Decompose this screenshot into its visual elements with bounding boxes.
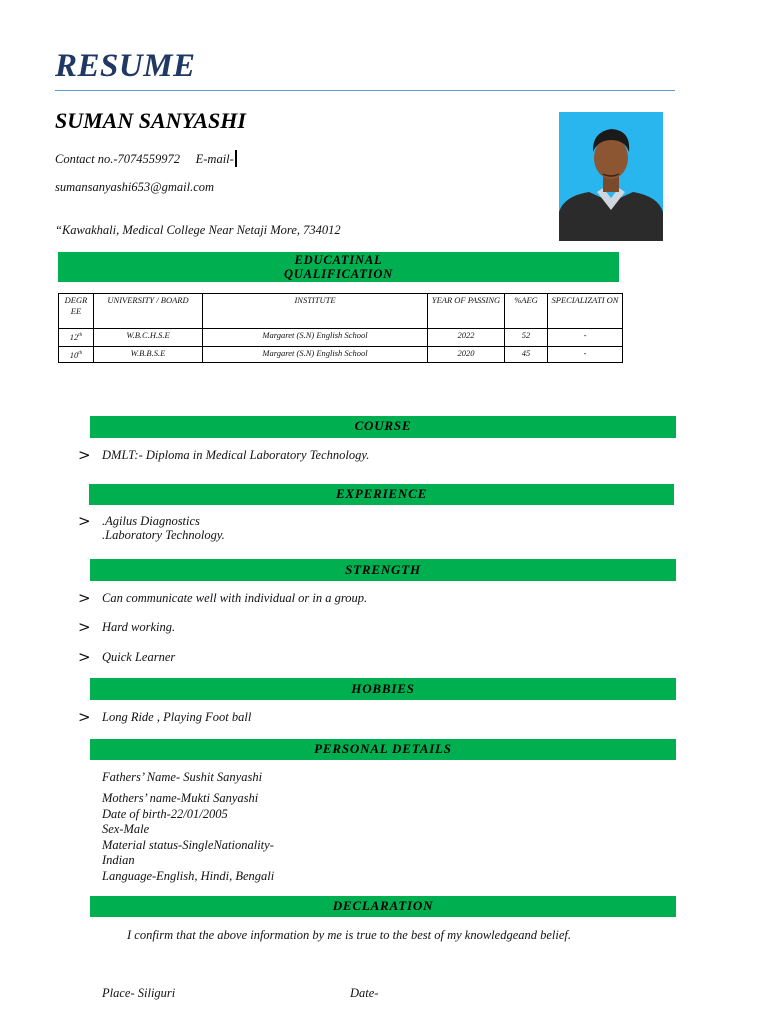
institute-cell: Margaret (S.N) English School xyxy=(203,329,428,347)
education-table xyxy=(58,293,623,363)
strength-item: Can communicate well with individual or in a group. xyxy=(102,591,368,605)
personal-details-block xyxy=(102,791,274,884)
table-row xyxy=(59,329,623,347)
course-item: DMLT:- Diploma in Medical Laboratory Technology. xyxy=(102,448,370,462)
percent-cell: 52 xyxy=(505,329,548,347)
strength-item: Hard working. xyxy=(102,620,176,634)
table-header-row xyxy=(59,294,623,329)
hobby-item: Long Ride , Playing Foot ball xyxy=(102,710,252,724)
specialization-cell: - xyxy=(548,329,623,347)
section-bar-hobbies: HOBBIES xyxy=(90,678,676,700)
percent-cell: 45 xyxy=(505,347,548,363)
education-heading-line1: EDUCATINAL xyxy=(294,253,383,267)
column-header: YEAR OF PASSING xyxy=(428,294,505,329)
section-bar-declaration: DECLARATION xyxy=(90,896,676,917)
section-bar-strength: STRENGTH xyxy=(90,559,676,581)
section-bar-experience: EXPERIENCE xyxy=(89,484,674,505)
email-address[interactable]: sumansanyashi653@gmail.com xyxy=(55,180,215,194)
bullet-arrow-icon: > xyxy=(78,446,91,464)
column-header: UNIVERSITY / BOARD xyxy=(94,294,203,329)
languages: Language-English, Hindi, Bengali xyxy=(102,868,275,883)
degree-cell: 12th xyxy=(59,329,94,347)
column-header: DEGR EE xyxy=(59,294,94,329)
father-name: Fathers’ Name- Sushit Sanyashi xyxy=(102,770,263,784)
date-of-birth: Date of birth-22/01/2005 xyxy=(102,806,228,821)
institute-cell: Margaret (S.N) English School xyxy=(203,347,428,363)
email-label: E-mail- xyxy=(195,152,234,166)
year-cell: 2022 xyxy=(428,329,505,347)
person-portrait-icon xyxy=(559,112,663,241)
table-row xyxy=(59,347,623,363)
contact-line xyxy=(55,150,237,167)
strength-item: Quick Learner xyxy=(102,650,176,664)
section-bar-education xyxy=(58,252,619,282)
degree-cell: 10th xyxy=(59,347,94,363)
phone-number: Contact no.-7074559972 xyxy=(55,152,180,166)
marital-status: Material status-SingleNationality- xyxy=(102,837,274,852)
profile-photo xyxy=(559,112,663,241)
title-divider xyxy=(55,90,675,91)
bullet-arrow-icon: > xyxy=(78,618,91,636)
resume-title: RESUME xyxy=(55,48,196,84)
bullet-arrow-icon: > xyxy=(78,648,91,666)
specialization-cell: - xyxy=(548,347,623,363)
place: Place- Siliguri xyxy=(102,986,176,1000)
bullet-arrow-icon: > xyxy=(78,708,91,726)
date: Date- xyxy=(350,986,379,1000)
column-header: %AEG xyxy=(505,294,548,329)
bullet-arrow-icon: > xyxy=(78,589,91,607)
experience-company: .Agilus Diagnostics xyxy=(102,514,200,528)
declaration-text: I confirm that the above information by me is true to the best of my knowledgeand belief. xyxy=(127,928,572,942)
column-header: INSTITUTE xyxy=(203,294,428,329)
experience-item xyxy=(102,514,225,542)
section-bar-personal-details: PERSONAL DETAILS xyxy=(90,739,676,760)
mother-name: Mothers’ name-Mukti Sanyashi xyxy=(102,791,259,805)
section-bar-course: COURSE xyxy=(90,416,676,438)
column-header: SPECIALIZATI ON xyxy=(548,294,623,329)
sex: Sex-Male xyxy=(102,822,150,836)
address: “Kawakhali, Medical College Near Netaji More, 734012 xyxy=(55,223,341,237)
education-heading-line2: QUALIFICATION xyxy=(283,267,394,281)
board-cell: W.B.B.S.E xyxy=(94,347,203,363)
year-cell: 2020 xyxy=(428,347,505,363)
board-cell: W.B.C.H.S.E xyxy=(94,329,203,347)
text-cursor xyxy=(235,150,237,167)
nationality: Indian xyxy=(102,853,135,867)
candidate-name: SUMAN SANYASHI xyxy=(55,108,246,133)
experience-role: .Laboratory Technology. xyxy=(102,528,225,542)
bullet-arrow-icon: > xyxy=(78,512,91,530)
